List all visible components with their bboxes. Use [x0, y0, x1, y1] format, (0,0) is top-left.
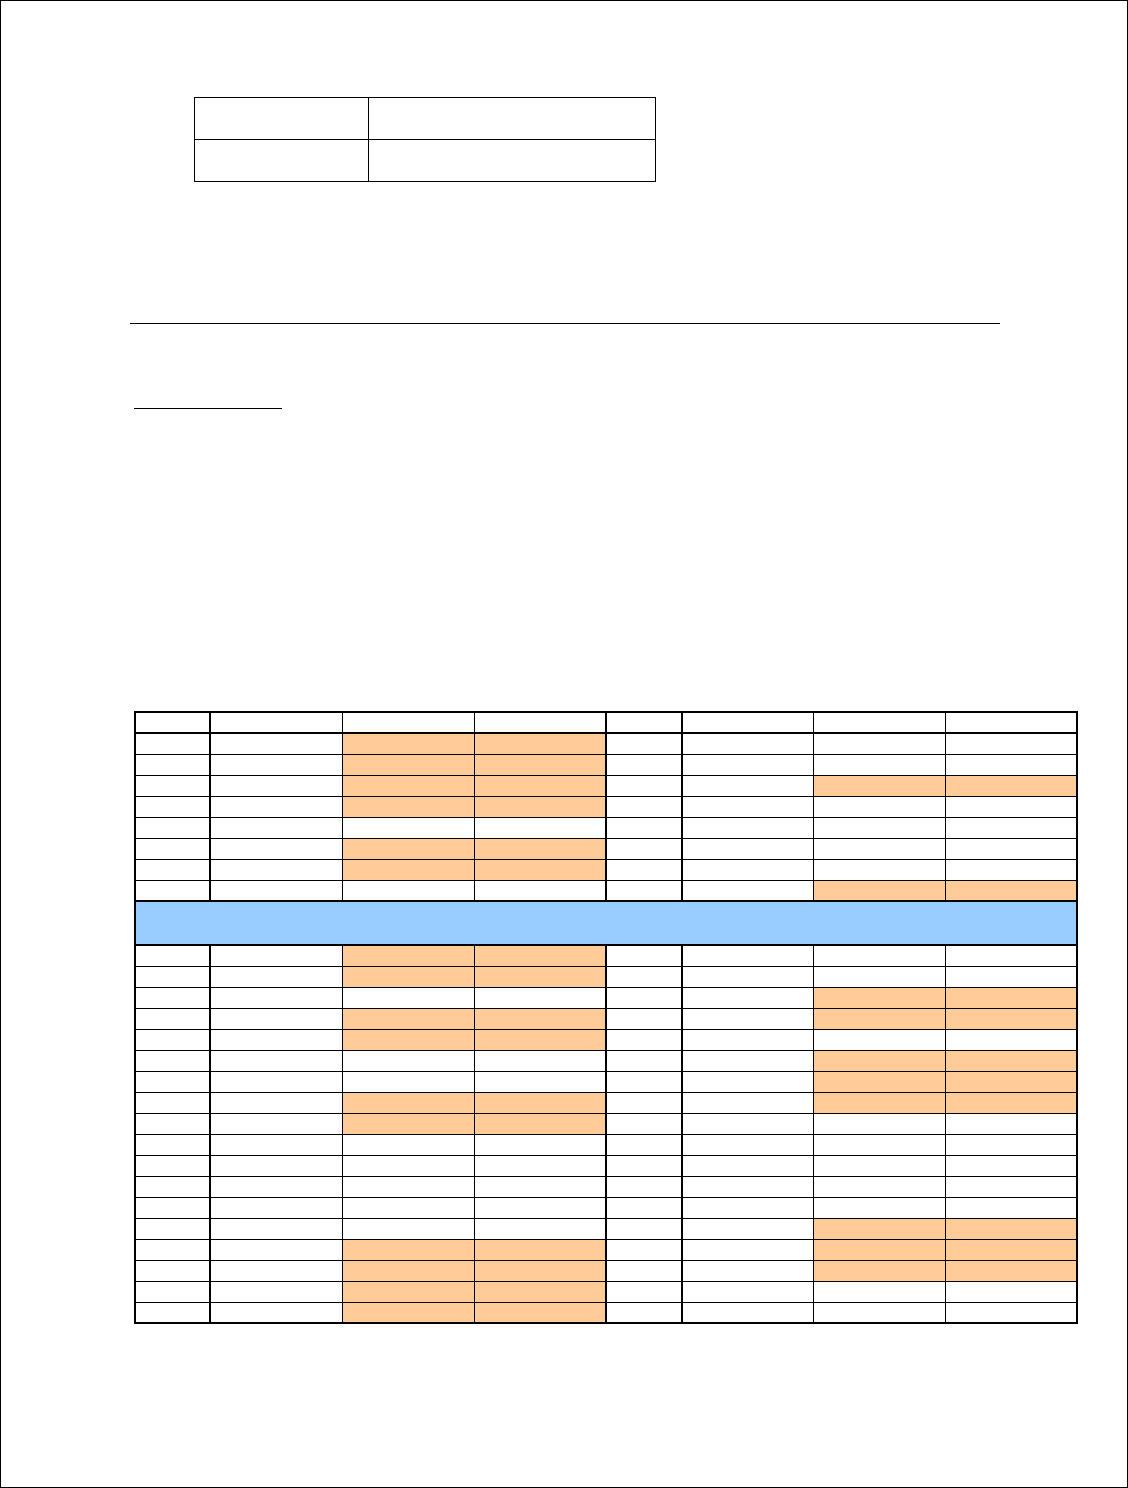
table-row	[135, 987, 1077, 1008]
grid-cell	[210, 796, 342, 817]
table-row	[135, 1050, 1077, 1071]
grid-header-cell	[813, 712, 945, 733]
grid-cell	[474, 817, 606, 838]
grid-cell	[210, 1113, 342, 1134]
info-cell-label	[195, 98, 369, 140]
grid-cell	[813, 1155, 945, 1176]
grid-cell-highlighted	[474, 1260, 606, 1281]
grid-cell	[813, 817, 945, 838]
grid-cell-highlighted	[474, 1092, 606, 1113]
info-table-row	[195, 98, 656, 140]
grid-cell	[606, 733, 682, 754]
grid-cell	[606, 1008, 682, 1029]
grid-cell-highlighted	[342, 1260, 474, 1281]
grid-cell	[945, 1302, 1077, 1323]
table-row	[135, 1092, 1077, 1113]
grid-cell	[342, 1218, 474, 1239]
grid-cell	[682, 1008, 813, 1029]
grid-header-cell	[342, 712, 474, 733]
grid-cell	[135, 1176, 210, 1197]
grid-cell	[813, 1281, 945, 1302]
grid-cell	[606, 1092, 682, 1113]
grid-cell	[813, 754, 945, 775]
grid-cell	[210, 859, 342, 880]
grid-cell	[606, 1218, 682, 1239]
grid-cell	[135, 1113, 210, 1134]
grid-cell	[813, 1302, 945, 1323]
grid-cell	[682, 1281, 813, 1302]
grid-cell	[813, 1029, 945, 1050]
grid-header-row	[135, 712, 1077, 733]
grid-cell-highlighted	[945, 1239, 1077, 1260]
grid-cell-highlighted	[813, 880, 945, 901]
grid-cell	[945, 1113, 1077, 1134]
grid-cell	[682, 838, 813, 859]
grid-cell	[474, 880, 606, 901]
table-row	[135, 1218, 1077, 1239]
grid-cell	[210, 1134, 342, 1155]
grid-cell	[342, 1176, 474, 1197]
table-row	[135, 1197, 1077, 1218]
grid-header-cell	[210, 712, 342, 733]
grid-cell	[813, 966, 945, 987]
grid-band-cell	[135, 901, 1077, 945]
grid-cell	[606, 1155, 682, 1176]
grid-cell	[210, 1092, 342, 1113]
grid-cell	[682, 1302, 813, 1323]
grid-cell-highlighted	[342, 859, 474, 880]
data-grid-body	[135, 712, 1077, 1323]
grid-cell-highlighted	[474, 1302, 606, 1323]
grid-cell	[945, 1134, 1077, 1155]
grid-cell-highlighted	[474, 1029, 606, 1050]
table-row	[135, 1008, 1077, 1029]
grid-cell	[210, 880, 342, 901]
grid-cell	[210, 1260, 342, 1281]
grid-cell	[342, 1071, 474, 1092]
grid-cell	[682, 859, 813, 880]
grid-cell-highlighted	[813, 987, 945, 1008]
grid-cell-highlighted	[342, 966, 474, 987]
grid-cell-highlighted	[474, 733, 606, 754]
grid-cell-highlighted	[813, 775, 945, 796]
grid-cell	[135, 1050, 210, 1071]
grid-cell	[210, 1302, 342, 1323]
grid-cell-highlighted	[474, 796, 606, 817]
grid-cell-highlighted	[474, 754, 606, 775]
grid-cell	[210, 733, 342, 754]
grid-cell-highlighted	[474, 1281, 606, 1302]
table-row	[135, 1281, 1077, 1302]
grid-cell	[813, 796, 945, 817]
grid-cell	[342, 1050, 474, 1071]
grid-cell	[606, 1302, 682, 1323]
grid-cell-highlighted	[342, 733, 474, 754]
grid-cell	[135, 880, 210, 901]
grid-cell	[135, 1281, 210, 1302]
grid-cell	[210, 1218, 342, 1239]
grid-cell-highlighted	[945, 1092, 1077, 1113]
grid-header-cell	[474, 712, 606, 733]
grid-cell	[606, 966, 682, 987]
table-row	[135, 1239, 1077, 1260]
grid-cell	[210, 1155, 342, 1176]
grid-cell	[945, 966, 1077, 987]
grid-cell	[682, 1050, 813, 1071]
grid-cell	[606, 775, 682, 796]
grid-cell	[210, 1281, 342, 1302]
table-row	[135, 1260, 1077, 1281]
grid-cell-highlighted	[342, 1092, 474, 1113]
data-grid-table	[134, 711, 1078, 1324]
grid-cell	[606, 796, 682, 817]
grid-cell	[682, 796, 813, 817]
table-row	[135, 859, 1077, 880]
grid-cell	[606, 1071, 682, 1092]
grid-cell	[135, 1008, 210, 1029]
grid-header-cell	[682, 712, 813, 733]
grid-header-cell	[135, 712, 210, 733]
grid-cell	[210, 1071, 342, 1092]
table-row	[135, 966, 1077, 987]
grid-cell	[606, 1281, 682, 1302]
grid-cell-highlighted	[474, 859, 606, 880]
grid-cell-highlighted	[813, 1071, 945, 1092]
grid-cell	[342, 1197, 474, 1218]
grid-band-row	[135, 901, 1077, 945]
grid-cell	[606, 987, 682, 1008]
grid-cell	[813, 859, 945, 880]
grid-cell	[474, 1218, 606, 1239]
table-row	[135, 1302, 1077, 1323]
grid-cell	[210, 775, 342, 796]
grid-cell	[682, 1155, 813, 1176]
grid-cell	[210, 1176, 342, 1197]
table-row	[135, 775, 1077, 796]
grid-cell	[682, 733, 813, 754]
grid-cell	[945, 838, 1077, 859]
grid-cell	[135, 733, 210, 754]
grid-cell	[606, 1197, 682, 1218]
grid-cell-highlighted	[342, 1281, 474, 1302]
grid-cell	[210, 838, 342, 859]
grid-cell	[606, 1029, 682, 1050]
grid-cell	[682, 1113, 813, 1134]
grid-cell-highlighted	[474, 945, 606, 966]
grid-cell	[682, 754, 813, 775]
grid-cell	[135, 1239, 210, 1260]
grid-cell	[945, 1176, 1077, 1197]
grid-cell	[606, 880, 682, 901]
grid-cell	[682, 1134, 813, 1155]
grid-cell-highlighted	[813, 1239, 945, 1260]
grid-cell	[210, 987, 342, 1008]
grid-cell	[474, 1134, 606, 1155]
grid-cell-highlighted	[474, 775, 606, 796]
table-row	[135, 733, 1077, 754]
grid-cell-highlighted	[342, 1302, 474, 1323]
grid-cell	[945, 1155, 1077, 1176]
grid-cell-highlighted	[342, 1029, 474, 1050]
grid-cell	[682, 1239, 813, 1260]
grid-cell	[135, 838, 210, 859]
grid-cell-highlighted	[342, 1113, 474, 1134]
grid-cell	[135, 754, 210, 775]
grid-cell	[135, 1029, 210, 1050]
grid-cell-highlighted	[945, 1260, 1077, 1281]
grid-cell	[682, 1218, 813, 1239]
grid-cell	[813, 1197, 945, 1218]
grid-cell	[342, 817, 474, 838]
grid-cell	[474, 1176, 606, 1197]
grid-cell	[945, 1029, 1077, 1050]
info-cell-label	[195, 140, 369, 182]
table-row	[135, 1113, 1077, 1134]
grid-cell-highlighted	[945, 1050, 1077, 1071]
grid-cell	[813, 838, 945, 859]
grid-cell	[682, 945, 813, 966]
table-row	[135, 817, 1077, 838]
info-cell-value	[369, 140, 656, 182]
grid-cell	[135, 796, 210, 817]
grid-cell	[606, 859, 682, 880]
grid-cell	[210, 1029, 342, 1050]
grid-cell	[813, 1176, 945, 1197]
grid-cell	[135, 1134, 210, 1155]
grid-cell	[813, 733, 945, 754]
grid-cell	[135, 775, 210, 796]
grid-cell	[342, 987, 474, 1008]
grid-cell	[682, 1197, 813, 1218]
grid-cell	[945, 817, 1077, 838]
grid-cell	[945, 1197, 1077, 1218]
grid-cell	[135, 966, 210, 987]
grid-cell	[474, 1197, 606, 1218]
grid-cell	[945, 796, 1077, 817]
grid-cell	[606, 1050, 682, 1071]
table-row	[135, 880, 1077, 901]
table-row	[135, 945, 1077, 966]
grid-cell	[945, 945, 1077, 966]
grid-cell	[135, 1155, 210, 1176]
grid-cell	[342, 880, 474, 901]
grid-cell-highlighted	[474, 1239, 606, 1260]
grid-cell	[474, 1071, 606, 1092]
grid-cell-highlighted	[342, 838, 474, 859]
grid-cell-highlighted	[342, 754, 474, 775]
grid-cell	[135, 1092, 210, 1113]
grid-cell-highlighted	[813, 1218, 945, 1239]
grid-cell	[606, 1134, 682, 1155]
grid-cell	[606, 817, 682, 838]
grid-cell	[945, 1281, 1077, 1302]
grid-cell	[813, 945, 945, 966]
grid-cell	[342, 1155, 474, 1176]
table-row	[135, 754, 1077, 775]
table-row	[135, 796, 1077, 817]
table-row	[135, 838, 1077, 859]
grid-cell	[135, 817, 210, 838]
grid-cell	[682, 1071, 813, 1092]
grid-cell	[682, 1260, 813, 1281]
table-row	[135, 1176, 1077, 1197]
grid-cell	[682, 880, 813, 901]
table-row	[135, 1134, 1077, 1155]
grid-cell	[945, 859, 1077, 880]
info-cell-value	[369, 98, 656, 140]
grid-cell-highlighted	[342, 945, 474, 966]
grid-cell	[135, 1302, 210, 1323]
grid-cell	[945, 733, 1077, 754]
grid-cell	[945, 754, 1077, 775]
section-heading	[134, 387, 282, 409]
table-row	[135, 1029, 1077, 1050]
grid-cell	[135, 987, 210, 1008]
grid-cell	[606, 838, 682, 859]
grid-cell	[813, 1134, 945, 1155]
grid-cell	[606, 1239, 682, 1260]
grid-cell	[210, 817, 342, 838]
grid-cell-highlighted	[474, 838, 606, 859]
table-row	[135, 1155, 1077, 1176]
grid-cell	[210, 966, 342, 987]
grid-cell-highlighted	[474, 1113, 606, 1134]
grid-cell	[682, 775, 813, 796]
grid-cell-highlighted	[945, 1071, 1077, 1092]
grid-cell	[606, 945, 682, 966]
grid-cell-highlighted	[474, 1008, 606, 1029]
grid-cell	[682, 966, 813, 987]
grid-cell	[210, 1239, 342, 1260]
grid-cell-highlighted	[813, 1008, 945, 1029]
grid-cell	[474, 1155, 606, 1176]
grid-header-cell	[945, 712, 1077, 733]
grid-cell	[210, 1197, 342, 1218]
grid-cell-highlighted	[945, 987, 1077, 1008]
grid-cell	[606, 1176, 682, 1197]
grid-cell-highlighted	[945, 880, 1077, 901]
grid-cell-highlighted	[945, 1008, 1077, 1029]
info-table-row	[195, 140, 656, 182]
grid-cell	[135, 945, 210, 966]
grid-cell-highlighted	[342, 1008, 474, 1029]
grid-cell	[135, 1071, 210, 1092]
grid-cell	[474, 1050, 606, 1071]
grid-cell	[682, 817, 813, 838]
grid-cell	[606, 1260, 682, 1281]
grid-cell	[606, 754, 682, 775]
grid-cell	[813, 1113, 945, 1134]
grid-cell	[210, 1050, 342, 1071]
grid-cell-highlighted	[342, 1239, 474, 1260]
grid-cell	[682, 987, 813, 1008]
table-row	[135, 1071, 1077, 1092]
grid-header-cell	[606, 712, 682, 733]
info-table	[194, 97, 656, 182]
grid-cell	[474, 987, 606, 1008]
grid-cell	[682, 1092, 813, 1113]
grid-cell-highlighted	[342, 796, 474, 817]
grid-cell	[606, 1113, 682, 1134]
grid-cell	[135, 859, 210, 880]
grid-cell-highlighted	[945, 1218, 1077, 1239]
horizontal-divider	[130, 323, 1000, 324]
grid-cell-highlighted	[474, 966, 606, 987]
grid-cell	[682, 1176, 813, 1197]
grid-cell	[135, 1260, 210, 1281]
grid-cell	[682, 1029, 813, 1050]
grid-cell	[210, 945, 342, 966]
grid-cell-highlighted	[342, 775, 474, 796]
grid-cell-highlighted	[813, 1260, 945, 1281]
grid-cell-highlighted	[813, 1050, 945, 1071]
grid-cell	[342, 1134, 474, 1155]
grid-cell	[135, 1218, 210, 1239]
grid-cell	[135, 1197, 210, 1218]
grid-cell-highlighted	[813, 1092, 945, 1113]
grid-cell	[210, 1008, 342, 1029]
grid-cell-highlighted	[945, 775, 1077, 796]
grid-cell	[210, 754, 342, 775]
